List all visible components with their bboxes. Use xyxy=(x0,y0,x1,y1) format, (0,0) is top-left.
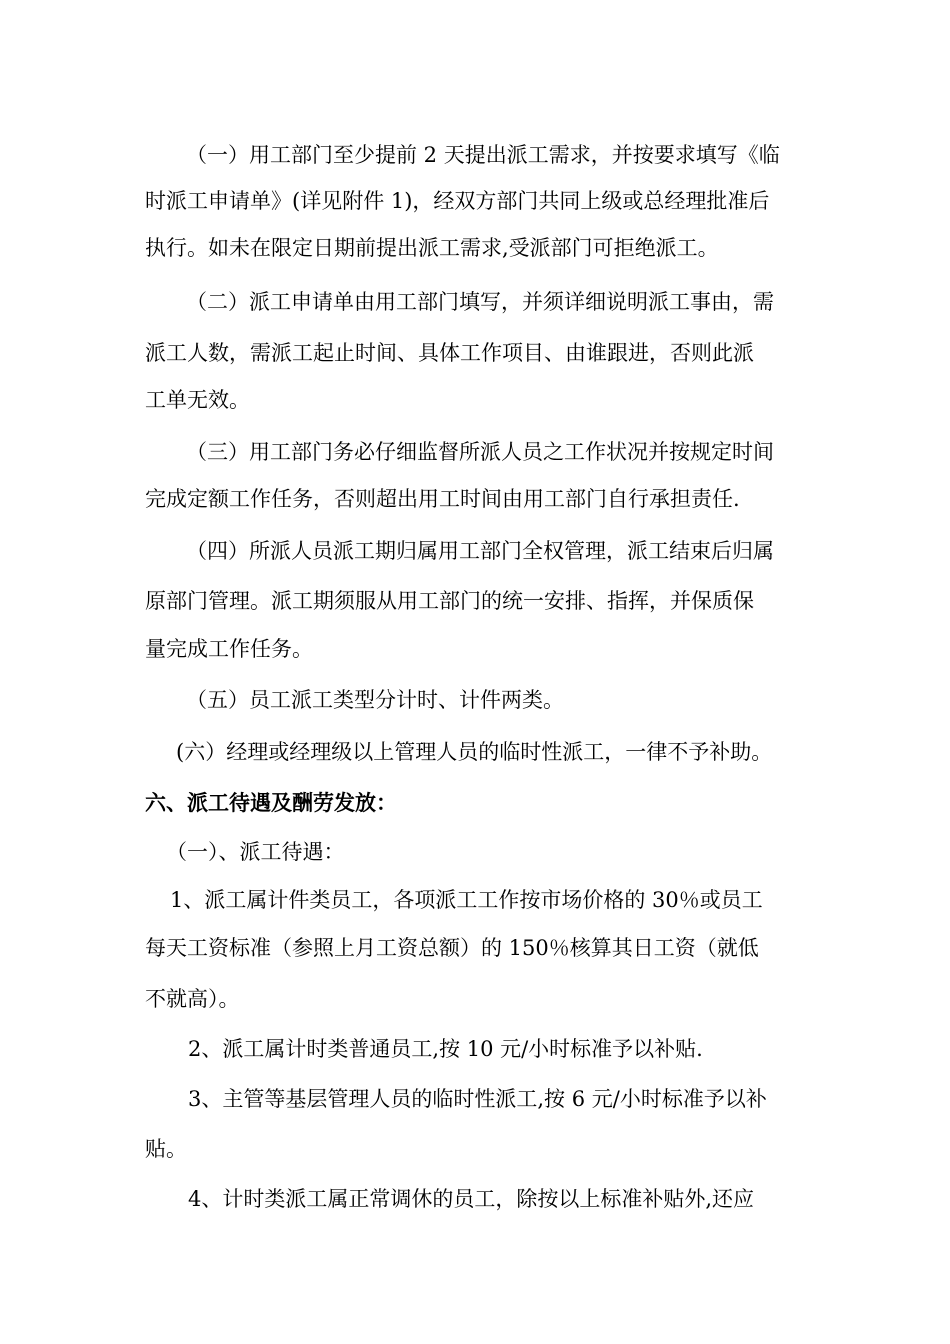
subsection-heading: （一）、派工待遇： xyxy=(166,840,345,864)
paragraph-1-line-1: （一）用工部门至少提前 2 天提出派工需求，并按要求填写《临 xyxy=(186,143,780,167)
item-1-line-3: 不就高）。 xyxy=(145,987,240,1011)
paragraph-1-line-3: 执行。如未在限定日期前提出派工需求,受派部门可拒绝派工。 xyxy=(145,236,719,260)
paragraph-2-line-3: 工单无效。 xyxy=(145,388,250,412)
paragraph-2-line-1: （二）派工申请单由用工部门填写，并须详细说明派工事由，需 xyxy=(186,290,774,314)
paragraph-5-line-1: （五）员工派工类型分计时、计件两类。 xyxy=(186,688,564,712)
item-4-line-1: 4、计时类派工属正常调休的员工，除按以上标准补贴外,还应 xyxy=(188,1187,755,1211)
item-3-line-1: 3、主管等基层管理人员的临时性派工,按 6 元/小时标准予以补 xyxy=(188,1087,767,1111)
paragraph-4-line-2: 原部门管理。派工期须服从用工部门的统一安排、指挥，并保质保 xyxy=(145,589,754,613)
section-heading: 六、派工待遇及酬劳发放： xyxy=(145,791,397,815)
paragraph-4-line-1: （四）所派人员派工期归属用工部门全权管理，派工结束后归属 xyxy=(186,539,774,563)
paragraph-4-line-3: 量完成工作任务。 xyxy=(145,637,313,661)
item-3-line-2: 贴。 xyxy=(145,1137,187,1161)
item-1-line-1: 1、派工属计件类员工，各项派工工作按市场价格的 30％或员工 xyxy=(170,888,763,912)
paragraph-1-line-2: 时派工申请单》(详见附件 1)，经双方部门共同上级或总经理批准后 xyxy=(145,189,770,213)
paragraph-3-line-1: （三）用工部门务必仔细监督所派人员之工作状况并按规定时间 xyxy=(186,440,774,464)
paragraph-3-line-2: 完成定额工作任务，否则超出用工时间由用工部门自行承担责任. xyxy=(145,487,740,511)
item-1-line-2: 每天工资标准（参照上月工资总额）的 150％核算其日工资（就低 xyxy=(145,936,759,960)
item-2-line-1: 2、派工属计时类普通员工,按 10 元/小时标准予以补贴. xyxy=(188,1037,703,1061)
paragraph-2-line-2: 派工人数，需派工起止时间、具体工作项目、由谁跟进，否则此派 xyxy=(145,341,754,365)
paragraph-6-line-1: (六）经理或经理级以上管理人员的临时性派工，一律不予补助。 xyxy=(176,740,773,764)
